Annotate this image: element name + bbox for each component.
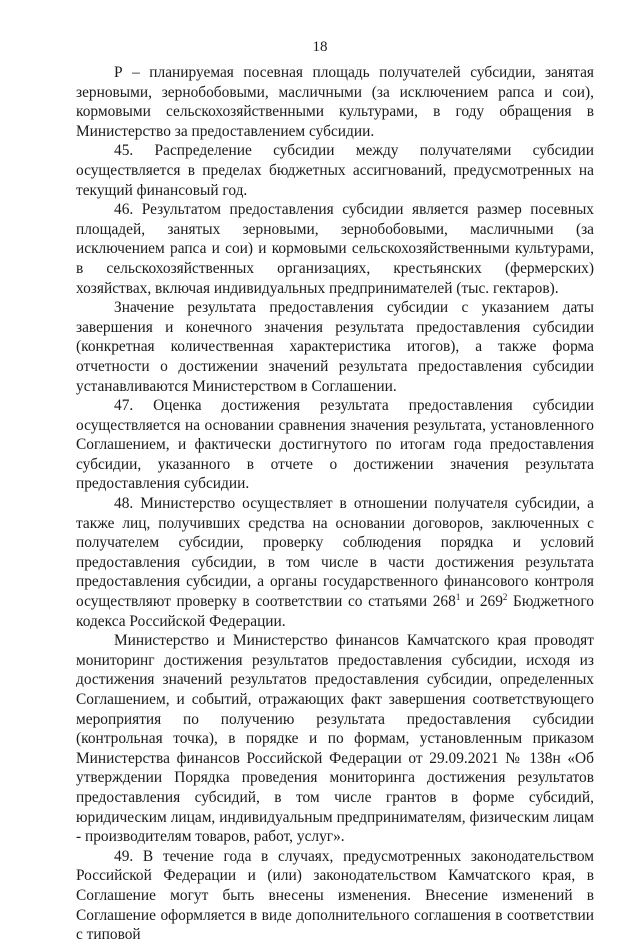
article-269-superscript: 2 bbox=[502, 591, 508, 602]
paragraph-47: 47. Оценка достижения результата предоставления субсидии осуществляется на основании сравнения значения результата, установленного Соглашением, и фактически достигнутого по итогам года предоставления субсидии, указанного в отчете о достижении значения результата предоставления субсидии. bbox=[76, 397, 594, 493]
paragraph-48 bbox=[76, 494, 594, 631]
paragraph-46-result-value: Значение результата предоставления субсидии с указанием даты завершения и конечного значения результата предоставления субсидии (конкретная количественная характеристика итогов), а также форма отчетности о достижении значений результата предоставления субсидии устанавливаются Министерством в Соглашении. bbox=[76, 299, 594, 395]
page-number: 18 bbox=[312, 39, 328, 55]
paragraph-area-definition: Р – планируемая посевная площадь получателей субсидии, занятая зерновыми, зернобобовыми, масличными (за исключением рапса и сои), кормовыми сельскохозяйственными культурами, в году обращения в Министерство за предоставлением субсидии. bbox=[76, 64, 594, 140]
paragraph-48-text-c: Бюджетного кодекса Российской Федерации. bbox=[76, 593, 594, 630]
paragraph-45: 45. Распределение субсидии между получателями субсидии осуществляется в пределах бюджетных ассигнований, предусмотренных на текущий финансовый год. bbox=[76, 142, 594, 199]
document-body bbox=[76, 63, 594, 945]
article-268-superscript: 1 bbox=[455, 591, 461, 602]
paragraph-48-monitoring: Министерство и Министерство финансов Камчатского края проводят мониторинг достижения результатов предоставления субсидии, исходя из достижения значений результатов предоставления субсидии, определенных Соглашением, и событий, отражающих факт завершения соответствующего мероприятия по получению результата предоставления субсидии (контрольная точка), в порядке и по формам, установленным приказом Министерства финансов Российской Федерации от 29.09.2021 № 138н «Об утверждении Порядка проведения мониторинга достижения результатов предоставления субсидий, в том числе грантов в форме субсидий, юридическим лицам, индивидуальным предпринимателям, физическим лицам - производителям товаров, работ, услуг». bbox=[76, 632, 594, 846]
paragraph-48-text-b: и 269 bbox=[460, 593, 503, 611]
paragraph-48-text-a: 48. Министерство осуществляет в отношении получателя субсидии, а также лиц, получивших средства на основании договоров, заключенных с получателем субсидии, проверку соблюдения порядка и условий предоставления субсидии, в том числе в части достижения результата предоставления субсидии, а органы государственного финансового контроля осуществляют проверку в соответствии со статьями 268 bbox=[76, 495, 594, 611]
paragraph-49: 49. В течение года в случаях, предусмотренных законодательством Российской Федерации и (или) законодательством Камчатского края, в Соглашение могут быть внесены изменения. Внесение изменений в Соглашение оформляется в виде дополнительного соглашения в соответствии с типовой bbox=[76, 847, 594, 944]
paragraph-46: 46. Результатом предоставления субсидии является размер посевных площадей, занятых зерновыми, зернобобовыми, масличными (за исключением рапса и сои) и кормовыми сельскохозяйственными культурами, в сельскохозяйственных организациях, крестьянских (фермерских) хозяйствах, включая индивидуальных предпринимателей (тыс. гектаров). bbox=[76, 201, 594, 297]
